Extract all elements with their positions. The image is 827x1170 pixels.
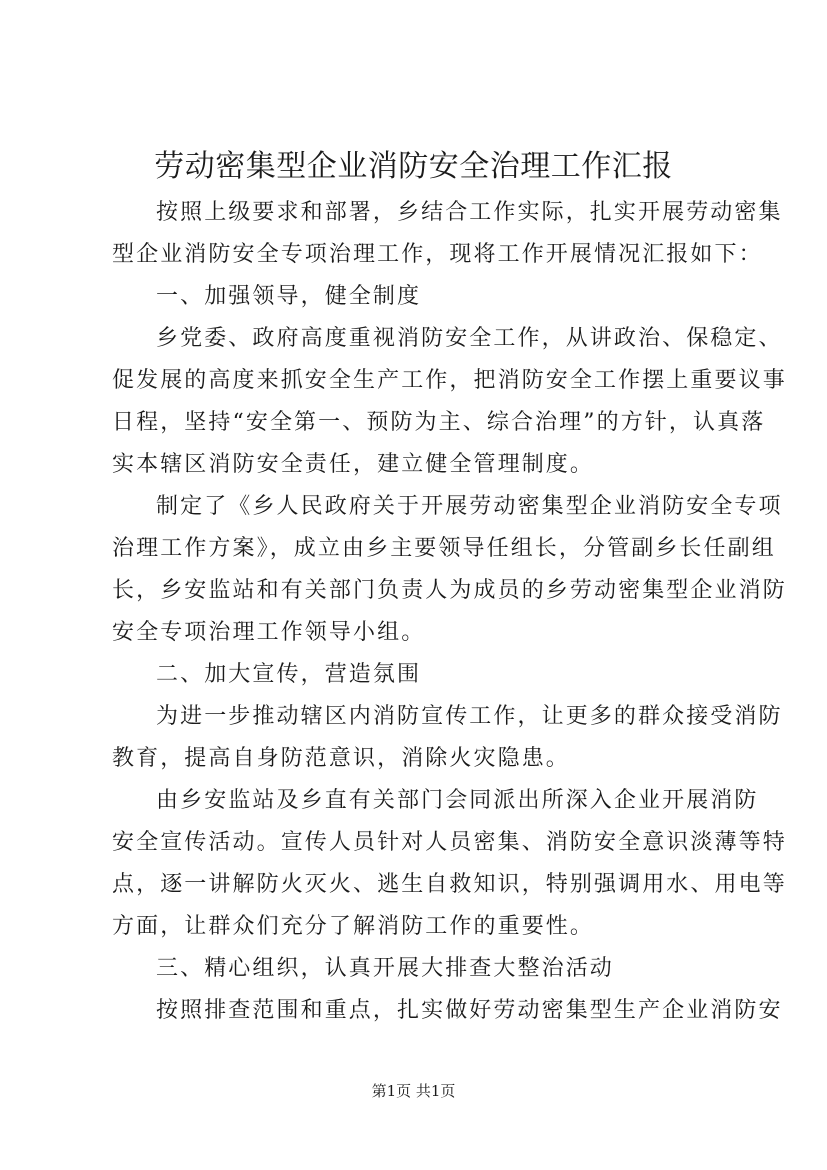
paragraph-line: 治理工作方案》，成立由乡主要领导任组长，分管副乡长任副组: [112, 536, 776, 561]
section-heading: 三、精心组织，认真开展大排查大整治活动: [156, 956, 614, 981]
paragraph-line: 教育，提高自身防范意识，消除火灾隐患。: [112, 746, 570, 771]
paragraph-line: 型企业消防安全专项治理工作，现将工作开展情况汇报如下：: [112, 242, 763, 267]
document-title: 劳动密集型企业消防安全治理工作汇报: [154, 149, 673, 184]
paragraph-line: 方面，让群众们充分了解消防工作的重要性。: [112, 914, 595, 939]
paragraph-line: 实本辖区消防安全责任，建立健全管理制度。: [112, 452, 595, 477]
section-heading: 二、加大宣传，营造氛围: [156, 662, 422, 687]
paragraph-line: 日程，坚持“安全第一、预防为主、综合治理”的方针，认真落: [112, 410, 766, 435]
paragraph-line: 长，乡安监站和有关部门负责人为成员的乡劳动密集型企业消防: [112, 578, 787, 603]
paragraph-line: 制定了《乡人民政府关于开展劳动密集型企业消防安全专项: [156, 494, 783, 519]
paragraph-line: 乡党委、政府高度重视消防安全工作，从讲政治、保稳定、: [156, 326, 783, 351]
paragraph-line: 按照排查范围和重点，扎实做好劳动密集型生产企业消防安: [156, 998, 783, 1023]
paragraph-line: 按照上级要求和部署，乡结合工作实际，扎实开展劳动密集: [156, 200, 783, 225]
paragraph-line: 安全专项治理工作领导小组。: [112, 620, 426, 645]
paragraph-line: 点，逐一讲解防火灭火、逃生自救知识，特别强调用水、用电等: [112, 872, 787, 897]
page-footer: 第1页 共1页: [371, 1082, 456, 1100]
paragraph-line: 为进一步推动辖区内消防宣传工作，让更多的群众接受消防: [156, 704, 783, 729]
paragraph-line: 由乡安监站及乡直有关部门会同派出所深入企业开展消防: [156, 788, 759, 813]
section-heading: 一、加强领导，健全制度: [156, 284, 422, 309]
paragraph-line: 促发展的高度来抓安全生产工作，把消防安全工作摆上重要议事: [112, 368, 787, 393]
paragraph-line: 安全宣传活动。宣传人员针对人员密集、消防安全意识淡薄等特: [112, 830, 787, 855]
